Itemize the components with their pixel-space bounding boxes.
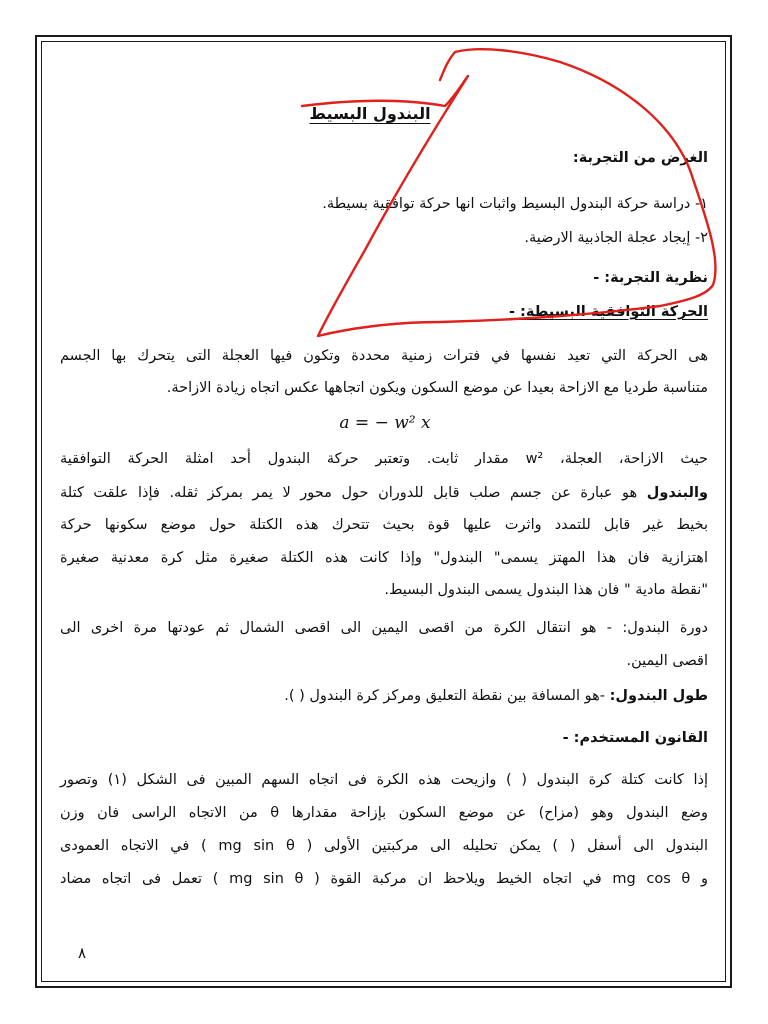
pendulum-definition-text: هو عبارة عن جسم صلب قابل للدوران حول محور لا يمر بمركز ثقله. فإذا علقت كتلة xyxy=(60,485,647,501)
law-line-4: و mg cos θ في اتجاه الخيط ويلاحظ ان مركبة القوة ( mg sin θ ) تعمل فى اتجاه مضاد xyxy=(60,871,708,887)
purpose-heading: الغرض من التجربة: xyxy=(572,150,708,166)
law-heading: القانون المستخدم: - xyxy=(562,730,708,746)
document-title: البندول البسيط xyxy=(309,104,431,123)
shm-paragraph-line-1: هى الحركة التي تعيد نفسها في فترات زمنية محددة وتكون فيها العجلة التى يتحرك بها الجسم xyxy=(60,348,708,364)
length-term: طول البندول: xyxy=(609,688,708,704)
shm-paragraph-line-2: متناسبة طرديا مع الازاحة بعيدا عن موضع السكون ويكون اتجاهها عكس اتجاه زيادة الازاحة. xyxy=(166,380,708,396)
length-definition-text: -هو المسافة بين نقطة التعليق ومركز كرة البندول ( ). xyxy=(284,688,610,704)
pendulum-definition-line-3: اهتزازية فان هذا المهتز يسمى" البندول" وإذا كانت هذه الكتلة صغيرة مثل كرة معدنية صغيرة xyxy=(60,550,708,566)
purpose-item-2: ٢- إيجاد عجلة الجاذبية الارضية. xyxy=(524,230,708,246)
pendulum-term: والبندول xyxy=(646,485,708,501)
length-definition xyxy=(284,686,708,706)
pendulum-definition-line-4: "نقطة مادية " فان هذا البندول يسمى البندول البسيط. xyxy=(384,582,708,598)
theory-heading: نظرية التجربة: - xyxy=(593,270,708,286)
pendulum-definition-line-2: بخيط غير قابل للتمدد واثرت عليها قوة بحيث تتحرك هذه الكتلة حول موضع سكونها حركة xyxy=(60,517,708,533)
law-line-1: إذا كانت كتلة كرة البندول ( ) وازيحت هذه الكرة فى اتجاه السهم المبين فى الشكل (١) وتصور xyxy=(60,772,708,788)
purpose-item-1: ١- دراسة حركة البندول البسيط واثبات انها حركة توافقية بسيطة. xyxy=(322,196,708,212)
shm-equation: a = − w² x xyxy=(339,413,431,433)
period-line-1: دورة البندول: - هو انتقال الكرة من اقصى اليمين الى اقصى الشمال ثم عودتها مرة اخرى الى xyxy=(60,620,708,636)
law-line-3: البندول الى أسفل ( ) يمكن تحليله الى مركبتين الأولى ( mg sin θ ) في الاتجاه العمودى xyxy=(60,838,708,854)
period-line-2: اقصى اليمين. xyxy=(626,653,708,669)
shm-heading: الحركة التوافقية البسيطة: - xyxy=(508,304,708,320)
where-line: حيث الازاحة، العجلة، w² مقدار ثابت. وتعتبر حركة البندول أحد امثلة الحركة التوافقية xyxy=(60,451,708,467)
pendulum-definition-line-1 xyxy=(60,483,708,503)
law-line-2: وضع البندول وهو (مزاح) عن موضع السكون بإزاحة مقدارها θ من الاتجاه الراسى فان وزن xyxy=(60,805,708,821)
page-number: ٨ xyxy=(78,944,87,962)
